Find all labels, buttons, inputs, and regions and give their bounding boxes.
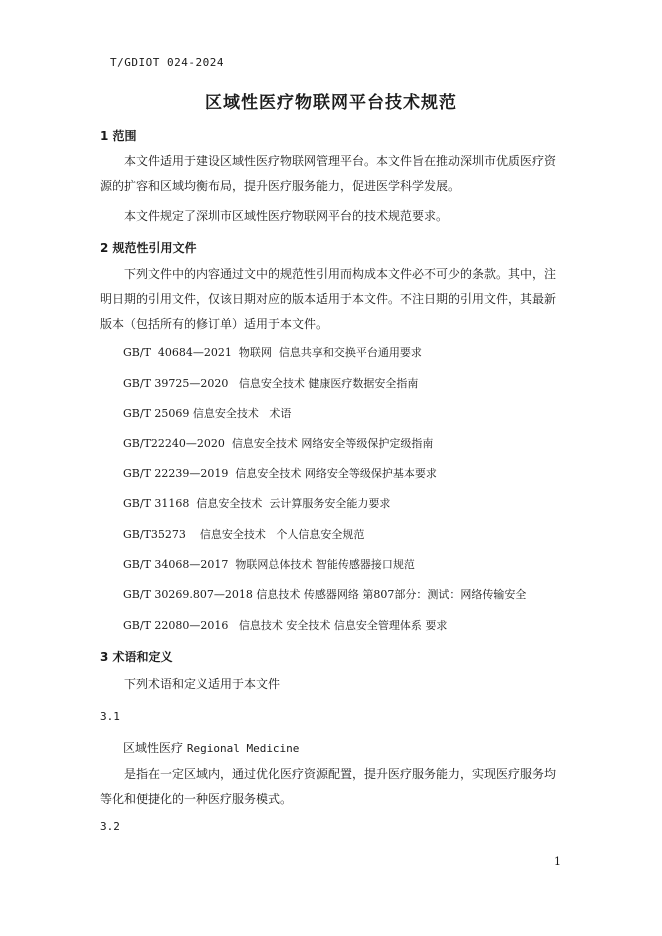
page-title: 区域性医疗物联网平台技术规范 [205,93,457,113]
section-heading-scope: 1 范围 [100,129,137,143]
reference-item: GB/T 40684—2021 物联网 信息共享和交换平台通用要求 [123,346,422,359]
reference-item: GB/T 39725—2020 信息安全技术 健康医疗数据安全指南 [123,377,419,390]
reference-item: GB/T 31168 信息安全技术 云计算服务安全能力要求 [123,497,391,510]
term-number: 3.1 [100,710,120,723]
document-code: T/GDIOT 024-2024 [110,56,224,69]
reference-item: GB/T 34068—2017 物联网总体技术 智能传感器接口规范 [123,558,415,571]
term-name-cn: 区域性医疗 [123,741,184,755]
reference-item: GB/T35273 信息安全技术 个人信息安全规范 [123,528,365,541]
normative-paragraph: 下列文件中的内容通过文中的规范性引用而构成本文件必不可少的条款。其中，注明日期的引用文件，仅该日期对应的版本适用于本文件。不注日期的引用文件，其最新版本（包括所有的修订单）适用于本文件。 [100,267,557,331]
term-name [123,739,299,756]
reference-item: GB/T 22239—2019 信息安全技术 网络安全等级保护基本要求 [123,467,437,480]
section-heading-terms: 3 术语和定义 [100,650,173,664]
scope-paragraph-2: 本文件规定了深圳市区域性医疗物联网平台的技术规范要求。 [124,209,449,223]
terms-intro: 下列术语和定义适用于本文件 [124,677,281,691]
reference-item: GB/T22240—2020 信息安全技术 网络安全等级保护定级指南 [123,437,434,450]
reference-item: GB/T 25069 信息安全技术 术语 [123,407,292,420]
scope-paragraph-1: 本文件适用于建设区域性医疗物联网管理平台。本文件旨在推动深圳市优质医疗资源的扩容和区域均衡布局，提升医疗服务能力，促进医学科学发展。 [100,154,557,193]
page-number: 1 [554,855,561,868]
term-name-en: Regional Medicine [186,742,300,755]
reference-item: GB/T 30269.807—2018 信息技术 传感器网络 第807部分：测试：网络传输安全 [123,588,527,601]
term-definition: 是指在一定区域内，通过优化医疗资源配置，提升医疗服务能力，实现医疗服务均等化和便捷化的一种医疗服务模式。 [100,767,557,806]
reference-item: GB/T 22080—2016 信息技术 安全技术 信息安全管理体系 要求 [123,619,448,632]
term-number: 3.2 [100,820,120,833]
section-heading-normative: 2 规范性引用文件 [100,241,197,255]
